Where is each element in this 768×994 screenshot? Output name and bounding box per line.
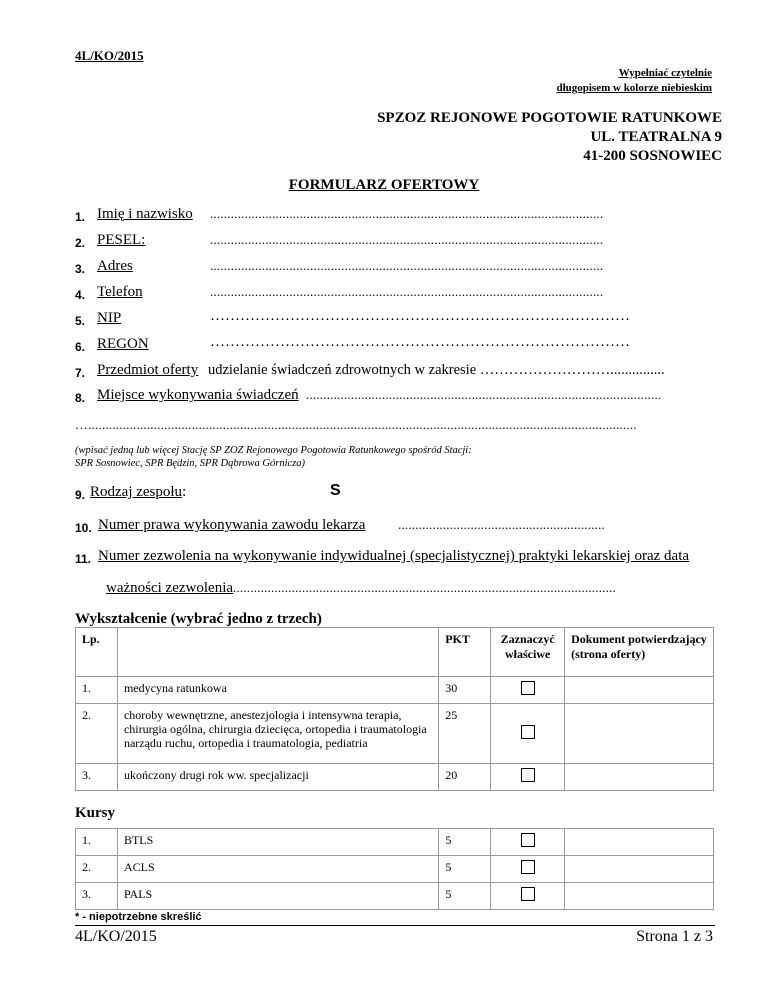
addressee-line1: SPZOZ REJONOWE POGOTOWIE RATUNKOWE: [377, 110, 722, 126]
addressee-line2: UL. TEATRALNA 9: [590, 129, 722, 145]
field-dots[interactable]: ............................................................: [398, 517, 605, 532]
station-note-line2: SPR Sosnowiec, SPR Będzin, SPR Dąbrowa Górnicza): [75, 458, 306, 469]
field-label: Miejsce wykonywania świadczeń: [97, 387, 299, 403]
table-row: [76, 829, 714, 856]
col-header-pkt: PKT: [439, 628, 491, 677]
field-label: Przedmiot oferty: [97, 362, 199, 378]
field-number: 3.: [75, 262, 86, 276]
field-label: Telefon: [97, 284, 143, 300]
field-number: 10.: [75, 521, 92, 535]
field-label: Imię i nazwisko: [97, 206, 193, 222]
row-pkt: 20: [439, 764, 491, 791]
row-mark-cell: [491, 704, 565, 764]
field-label: NIP: [97, 310, 122, 326]
field-number: 7.: [75, 366, 86, 380]
footer-code: 4L/KO/2015: [75, 928, 157, 945]
row-pkt: 5: [439, 856, 491, 883]
station-note-line1: (wpisać jedną lub więcej Stację SP ZOZ Rejonowego Pogotowia Ratunkowego spośród Stacji:: [75, 445, 472, 456]
table-row: [76, 764, 714, 791]
field-number: 9.: [75, 488, 86, 502]
row-mark-cell: [491, 764, 565, 791]
education-heading: Wykształcenie (wybrać jedno z trzech): [75, 611, 322, 627]
field-number: 5.: [75, 314, 86, 328]
row-name: PALS: [117, 883, 438, 910]
col-header-name: [117, 628, 438, 677]
field-label: Numer prawa wykonywania zawodu lekarza: [98, 517, 366, 533]
table-row: [76, 677, 714, 704]
field-label: Adres: [97, 258, 133, 274]
field-label: Rodzaj zespołu: [90, 484, 183, 500]
checkbox[interactable]: [521, 725, 535, 739]
field-number: 6.: [75, 340, 86, 354]
row-lp: 3.: [76, 883, 118, 910]
field-dots[interactable]: ..................................................................................................................: [210, 284, 604, 299]
addressee-line3: 41-200 SOSNOWIEC: [583, 148, 722, 164]
row-pkt: 25: [439, 704, 491, 764]
field-number: 8.: [75, 391, 86, 405]
row-name: choroby wewnętrzne, anestezjologia i intensywna terapia, chirurgia ogólna, chirurgia dziecięca, ortopedia i traumatologia narządu ruchu, ortopedia i traumatologia, pediatria: [117, 704, 438, 764]
row-name: medycyna ratunkowa: [117, 677, 438, 704]
row-doc[interactable]: [565, 883, 714, 910]
field-colon: :: [182, 484, 187, 500]
form-title: FORMULARZ OFERTOWY: [288, 177, 480, 193]
checkbox[interactable]: [521, 887, 535, 901]
row-mark-cell: [491, 829, 565, 856]
row-mark-cell: [491, 883, 565, 910]
checkbox[interactable]: [521, 860, 535, 874]
field-dots[interactable]: ...............................................................................................................: [233, 580, 616, 595]
field-dots[interactable]: …………………………………………………………………………: [210, 308, 630, 324]
checkbox[interactable]: [521, 768, 535, 782]
education-table: [75, 627, 714, 791]
row-doc[interactable]: [565, 829, 714, 856]
field-number: 1.: [75, 210, 86, 224]
row-name: ACLS: [117, 856, 438, 883]
field-label: PESEL:: [97, 232, 146, 248]
checkbox[interactable]: [521, 681, 535, 695]
field-dots[interactable]: ..................................................................................................................: [210, 258, 604, 273]
row-name: BTLS: [117, 829, 438, 856]
row-doc[interactable]: [565, 856, 714, 883]
education-header-row: [76, 628, 714, 677]
row-pkt: 5: [439, 883, 491, 910]
field-dots[interactable]: ..................................................................................................................: [210, 232, 604, 247]
courses-table: [75, 828, 714, 910]
col-header-lp: Lp.: [76, 628, 118, 677]
field-number: 11.: [75, 552, 92, 566]
table-row: [76, 704, 714, 764]
row-lp: 2.: [76, 856, 118, 883]
page-number: Strona 1 z 3: [636, 928, 713, 945]
row-doc[interactable]: [565, 704, 714, 764]
fill-note-line1: Wypełniać czytelnie: [618, 67, 712, 79]
col-header-mark: Zaznaczyć właściwe: [491, 628, 565, 677]
field-dots[interactable]: .......................................................................................................: [306, 387, 662, 402]
fill-note-line2: długopisem w kolorze niebieskim: [556, 82, 712, 94]
row-doc[interactable]: [565, 764, 714, 791]
row-lp: 1.: [76, 677, 118, 704]
offer-subject-text[interactable]: udzielanie świadczeń zdrowotnych w zakresie ………………………...............: [208, 362, 665, 378]
field-label: Numer zezwolenia na wykonywanie indywidualnej (specjalistycznej) praktyki lekarskiej oraz data: [98, 548, 690, 564]
table-row: [76, 883, 714, 910]
row-mark-cell: [491, 856, 565, 883]
checkbox[interactable]: [521, 833, 535, 847]
col-header-doc: Dokument potwierdzający (strona oferty): [565, 628, 714, 677]
row-pkt: 5: [439, 829, 491, 856]
field-dots[interactable]: ..................................................................................................................: [210, 206, 604, 221]
footnote: * - niepotrzebne skreślić: [75, 911, 202, 923]
document-code: 4L/KO/2015: [75, 48, 144, 63]
row-doc[interactable]: [565, 677, 714, 704]
row-pkt: 30: [439, 677, 491, 704]
field-number: 2.: [75, 236, 86, 250]
courses-heading: Kursy: [75, 805, 116, 821]
table-row: [76, 856, 714, 883]
row-lp: 2.: [76, 704, 118, 764]
team-type-value[interactable]: S: [330, 482, 341, 499]
field-label: REGON: [97, 336, 149, 352]
row-lp: 1.: [76, 829, 118, 856]
row-name: ukończony drugi rok ww. specjalizacji: [117, 764, 438, 791]
field-label-continuation: ważności zezwolenia: [106, 580, 234, 596]
row-mark-cell: [491, 677, 565, 704]
field-dots[interactable]: …………………………………………………………………………: [210, 334, 630, 350]
row-lp: 3.: [76, 764, 118, 791]
field-number: 4.: [75, 288, 86, 302]
footer-divider: [75, 925, 715, 926]
continuation-dots[interactable]: …...............................................................................................................................................................: [75, 417, 637, 432]
